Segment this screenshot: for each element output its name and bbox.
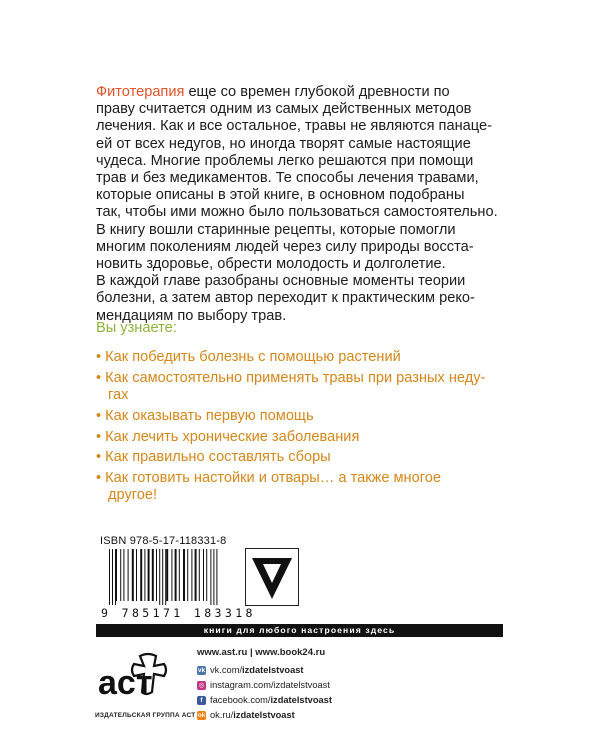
description-line: лечения. Как и все остальное, травы не являются панаце- (96, 118, 492, 135)
learn-title: Вы узнаете: (96, 320, 177, 336)
list-item (96, 429, 516, 446)
list-item (96, 470, 516, 505)
description-line: праву считается одним из самых действенных методов (96, 101, 472, 118)
description-line (96, 84, 516, 101)
list-item (96, 370, 516, 405)
age-rating-badge (245, 548, 299, 606)
list-item-continuation: гах (108, 387, 129, 404)
social-prefix: instagram.com/ (210, 680, 274, 690)
slogan-strip: книги для любого настроения здесь (96, 624, 503, 637)
social-handle: izdatelstvoast (270, 695, 332, 705)
list-item-text: • Как самостоятельно применять травы при разных неду- (96, 369, 486, 386)
logo-text: аст (98, 664, 153, 702)
description-first-line: еще со времен глубокой древности по (184, 84, 450, 100)
description-line: многим поколениям людей через силу природы восста- (96, 238, 474, 255)
social-link-odnoklassniki[interactable] (197, 708, 332, 723)
list-item (96, 449, 516, 466)
social-link-vk[interactable] (197, 663, 332, 678)
description-line: болезни, а затем автор переходит к практическим реко- (96, 290, 475, 307)
highlight-word: Фитотерапия (96, 84, 185, 100)
social-handle: izdatelstvoast (273, 680, 330, 690)
social-prefix: facebook.com/ (210, 695, 271, 705)
description-line: мендациям по выбору трав. (96, 307, 287, 324)
social-links (197, 663, 332, 723)
barcode (101, 549, 236, 605)
description-block (96, 84, 516, 325)
description-line: В каждой главе разобраны основные моменты теории (96, 273, 466, 290)
social-prefix: vk.com/ (210, 665, 243, 675)
list-item (96, 349, 516, 366)
description-line: которые описаны в этой книге, в основном подобраны (96, 187, 465, 204)
list-item-continuation: другое! (108, 487, 158, 504)
publisher-caption: ИЗДАТЕЛЬСКАЯ ГРУППА АСТ (95, 712, 196, 719)
ast-logo (96, 652, 176, 707)
facebook-icon: f (197, 696, 206, 705)
social-link-facebook[interactable] (197, 693, 332, 708)
barcode-digits: 9 785171 183318 (101, 606, 256, 620)
social-prefix: ok.ru/ (210, 710, 234, 720)
list-item-text: • Как лечить хронические заболевания (96, 428, 360, 445)
social-handle: izdatelstvoast (233, 710, 295, 720)
list-item-text: • Как оказывать первую помощь (96, 407, 314, 424)
publisher-websites: www.ast.ru | www.book24.ru (197, 647, 326, 658)
description-line: ей от всех недугов, но иногда творят самые настоящие (96, 135, 471, 152)
description-line: В книгу вошли старинные рецепты, которые помогли (96, 221, 456, 238)
description-line: трав и без медикаментов. Те способы лечения травами, (96, 170, 479, 187)
list-item (96, 408, 516, 425)
list-item-text: • Как правильно составлять сборы (96, 449, 331, 466)
social-link-instagram[interactable] (197, 678, 332, 693)
list-item-text: • Как готовить настойки и отвары… а также многое (96, 469, 441, 486)
isbn-label: ISBN 978-5-17-118331-8 (100, 535, 227, 547)
instagram-icon: ◎ (198, 682, 205, 689)
description-line: чудеса. Многие проблемы легко решаются при помощи (96, 152, 474, 169)
learn-list (96, 349, 516, 508)
social-handle: izdatelstvoast (242, 665, 304, 675)
vk-icon: vk (197, 667, 206, 674)
list-item-text: • Как победить болезнь с помощью растений (96, 349, 401, 365)
odnoklassniki-icon: ok (197, 712, 206, 719)
description-line: так, чтобы ими можно было пользоваться самостоятельно. (96, 204, 498, 221)
age-rating-v-icon (246, 549, 298, 605)
description-line: новить здоровье, обрести молодость и долголетие. (96, 256, 446, 273)
